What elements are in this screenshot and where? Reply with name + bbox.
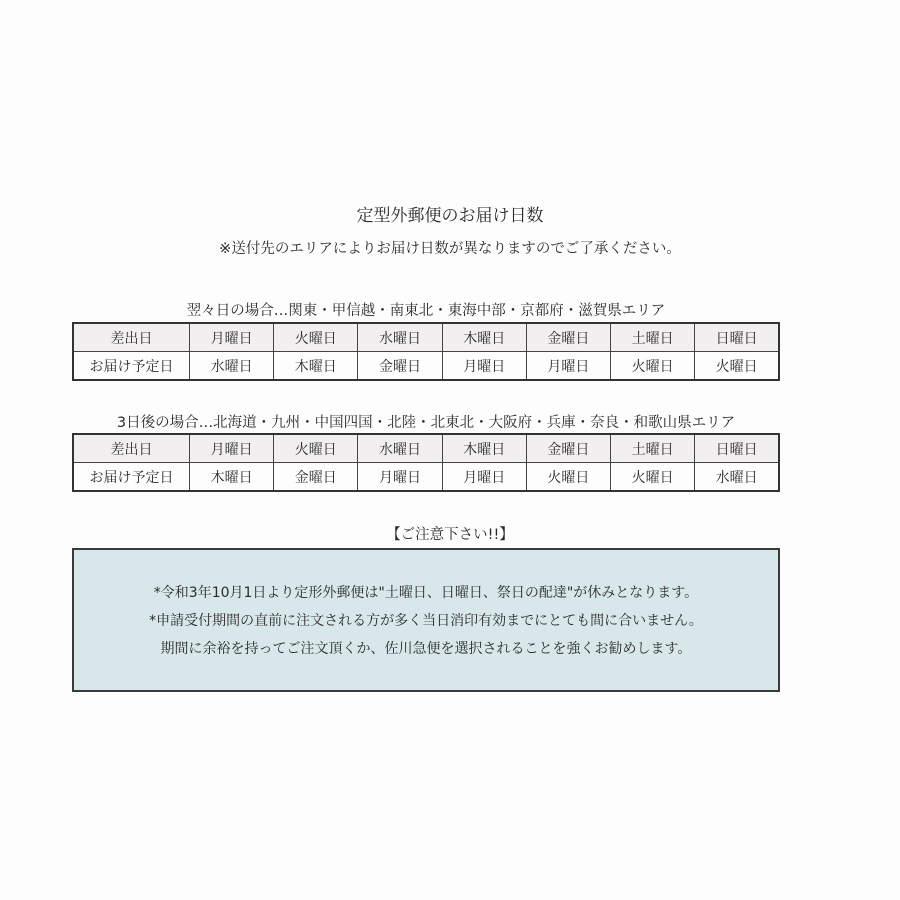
table-row-send-day	[73, 323, 779, 352]
delivery-table-three-days	[72, 433, 780, 492]
table-cell: 月曜日	[442, 463, 526, 492]
notice-title: 【ご注意下さい!!】	[386, 527, 514, 543]
table-row-send-day	[73, 434, 779, 463]
row-header-cell: 差出日	[73, 323, 190, 352]
table-cell: 木曜日	[442, 323, 526, 352]
row-header-cell: お届け予定日	[73, 352, 190, 381]
table-cell: 水曜日	[358, 434, 442, 463]
table-cell: 土曜日	[611, 434, 695, 463]
table-cell: 日曜日	[695, 323, 779, 352]
table-cell: 木曜日	[274, 352, 358, 381]
table-cell: 月曜日	[190, 323, 274, 352]
table-cell: 木曜日	[442, 434, 526, 463]
table-cell: 水曜日	[358, 323, 442, 352]
table-cell: 火曜日	[274, 323, 358, 352]
notice-line: *令和3年10月1日より定形外郵便は"土曜日、日曜日、祭日の配達"が休みとなります。	[153, 585, 699, 601]
table-cell: 金曜日	[526, 434, 610, 463]
table-caption-three-days: 3日後の場合…北海道・九州・中国四国・北陸・北東北・大阪府・兵庫・奈良・和歌山県エリア	[116, 415, 736, 431]
notice-box	[72, 548, 780, 692]
row-header-cell: 差出日	[73, 434, 190, 463]
table-cell: 日曜日	[695, 434, 779, 463]
table-cell: 土曜日	[611, 323, 695, 352]
table-cell: 木曜日	[190, 463, 274, 492]
table-cell: 火曜日	[611, 463, 695, 492]
table-cell: 火曜日	[695, 352, 779, 381]
table-row-delivery-day	[73, 463, 779, 492]
table-cell: 金曜日	[358, 352, 442, 381]
table-cell: 火曜日	[611, 352, 695, 381]
page-subtitle: ※送付先のエリアによりお届け日数が異なりますのでご了承ください。	[219, 241, 681, 257]
row-header-cell: お届け予定日	[73, 463, 190, 492]
table-cell: 月曜日	[358, 463, 442, 492]
table-cell: 火曜日	[274, 434, 358, 463]
table-cell: 火曜日	[526, 463, 610, 492]
notice-line: *申請受付期間の直前に注文される方が多く当日消印有効までにとても間に合いません。	[149, 613, 703, 629]
table-row-delivery-day	[73, 352, 779, 381]
table-cell: 月曜日	[442, 352, 526, 381]
table-cell: 月曜日	[190, 434, 274, 463]
table-caption-two-days: 翌々日の場合…関東・甲信越・南東北・東海中部・京都府・滋賀県エリア	[186, 303, 666, 319]
table-cell: 水曜日	[695, 463, 779, 492]
delivery-table-two-days	[72, 322, 780, 381]
table-cell: 金曜日	[526, 323, 610, 352]
table-cell: 月曜日	[526, 352, 610, 381]
table-cell: 金曜日	[274, 463, 358, 492]
page-title: 定型外郵便のお届け日数	[356, 206, 544, 226]
notice-line: 期間に余裕を持ってご注文頂くか、佐川急便を選択されることを強くお勧めします。	[160, 641, 692, 657]
table-cell: 水曜日	[190, 352, 274, 381]
